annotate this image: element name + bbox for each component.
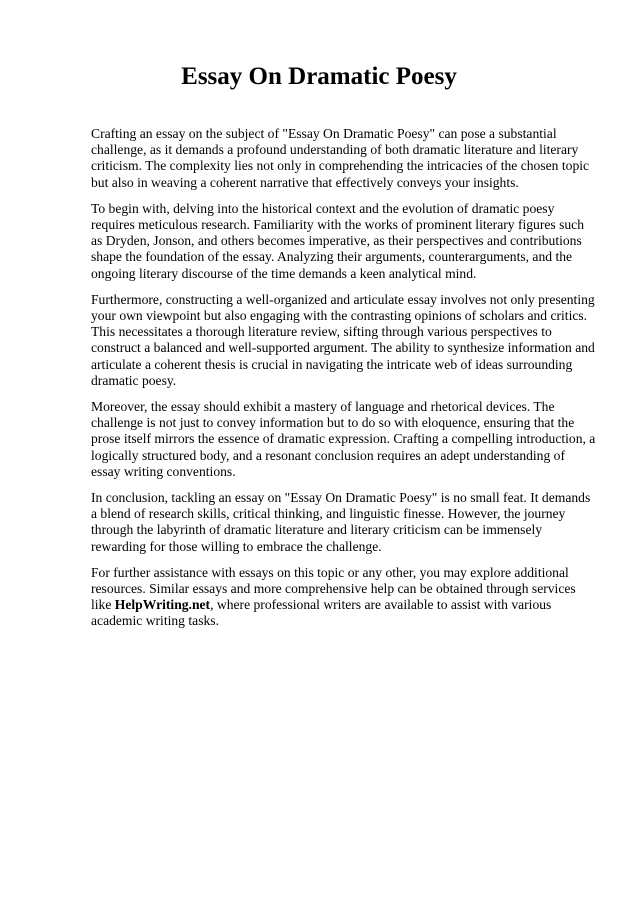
paragraph-5: In conclusion, tackling an essay on "Essay On Dramatic Poesy" is no small feat. It demands a blend of research skills, critical thinking, and linguistic finesse. However, the journey through the labyrinth of dramatic literature and literary criticism can be immensely rewarding for those willing to embrace the challenge.	[91, 490, 591, 554]
paragraph-6-text-after: , where professional writers are available to assist with various academic writing tasks.	[91, 597, 552, 629]
paragraph-2: To begin with, delving into the historical context and the evolution of dramatic poesy requires meticulous research. Familiarity with the works of prominent literary figures such as Dryden, Jonson, and others becomes imperative, as their perspectives and contributions shape the foundation of the essay. Analyzing their arguments, counterarguments, and the ongoing literary discourse of the time demands a keen analytical mind.	[91, 200, 585, 281]
helpwriting-brand: HelpWriting.net	[114, 597, 211, 613]
paragraph-6-text-before: For further assistance with essays on this topic or any other, you may explore additional resources. Similar essays and more comprehensive help can be obtained through services like	[91, 564, 576, 613]
paragraph-3: Furthermore, constructing a well-organized and articulate essay involves not only presenting your own viewpoint but also engaging with the contrasting opinions of scholars and critics. This necessitates a thorough literature review, sifting through various perspectives to construct a balanced and well-supported argument. The ability to synthesize information and articulate a coherent thesis is crucial in navigating the intricate web of ideas surrounding dramatic poesy.	[91, 291, 595, 388]
paragraph-1: Crafting an essay on the subject of "Essay On Dramatic Poesy" can pose a substantial challenge, as it demands a profound understanding of both dramatic literature and literary criticism. The complexity lies not only in comprehending the intricacies of the chosen topic but also in weaving a coherent narrative that effectively conveys your insights.	[91, 126, 590, 190]
paragraph-6	[91, 565, 596, 630]
paragraph-4: Moreover, the essay should exhibit a mastery of language and rhetorical devices. The challenge is not just to convey information but to do so with eloquence, ensuring that the prose itself mirrors the essence of dramatic expression. Crafting a compelling introduction, a logically structured body, and a resonant conclusion requires an adept understanding of essay writing conventions.	[91, 399, 596, 479]
page-title: Essay On Dramatic Poesy	[181, 63, 457, 90]
